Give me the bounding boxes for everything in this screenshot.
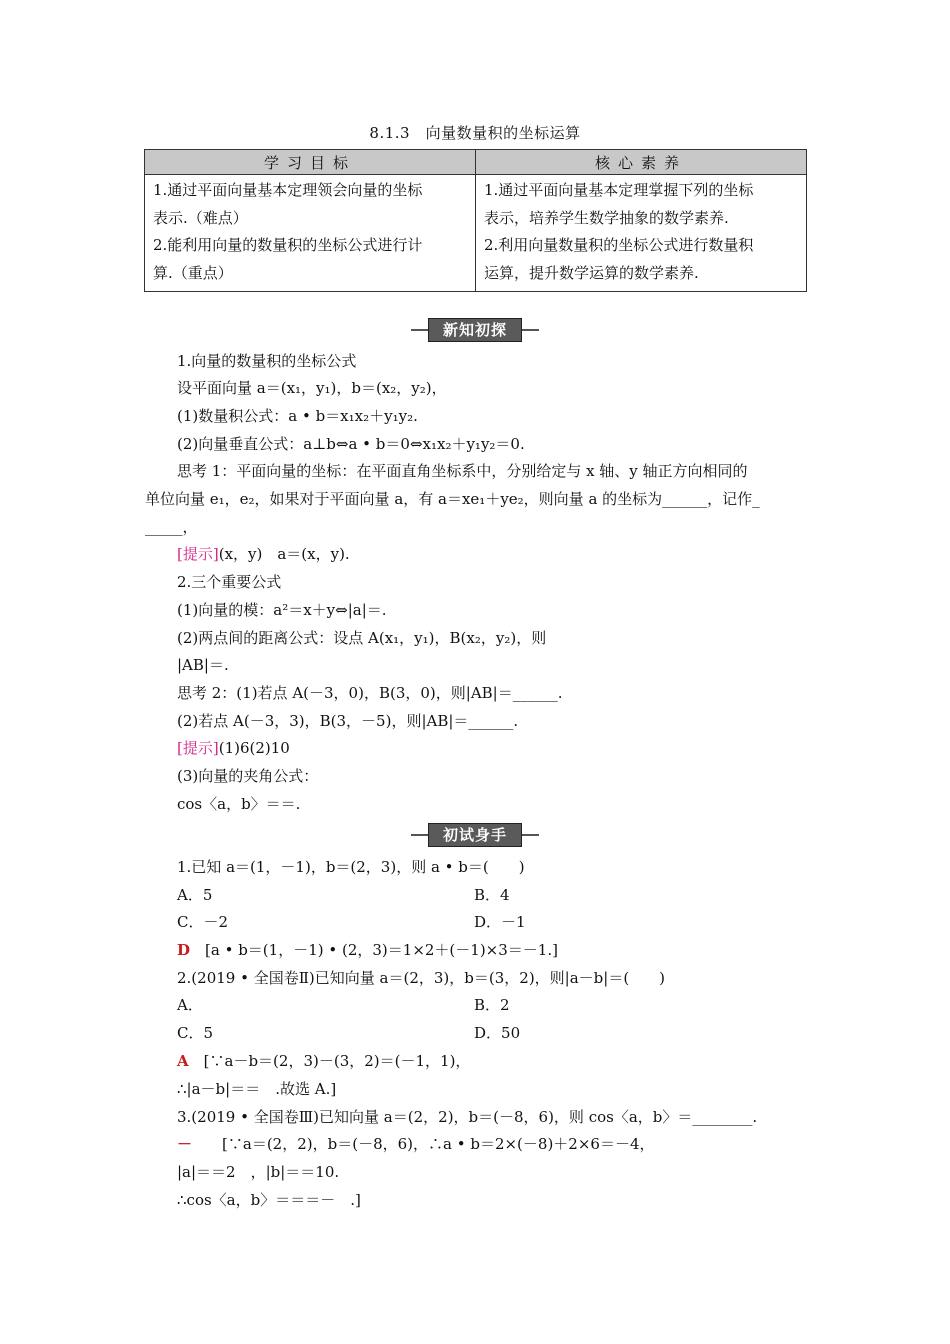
goals-right-line: 表示，培养学生数学抽象的数学素养.	[484, 208, 729, 227]
q2-answer: A	[177, 1052, 189, 1070]
think1-line3: _____，	[145, 518, 198, 536]
goals-left-line: 算.（重点）	[153, 263, 233, 282]
think2-line1: 思考 2：(1)若点 A(－3，0)，B(3，0)，则|AB|＝______.	[177, 684, 563, 702]
q2-option-b: B．2	[474, 996, 510, 1014]
q1-option-a: A．5	[177, 886, 213, 904]
goals-left-line: 表示.（难点）	[153, 208, 248, 227]
formula-angle: cos〈a，b〉＝＝.	[177, 795, 301, 813]
hint1-text: (x，y) a＝(x，y).	[218, 545, 350, 563]
q1-solution-text: [a • b＝(1，－1) • (2，3)＝1×2＋(－1)×3＝－1.]	[205, 941, 558, 959]
banner-label: 新知初探	[428, 318, 522, 342]
hint-label: [提示]	[177, 545, 219, 563]
banner-label: 初试身手	[428, 823, 522, 847]
goals-right-cell	[476, 175, 807, 292]
question-1: 1.已知 a＝(1，－1)，b＝(2，3)，则 a • b＝( )	[177, 858, 525, 876]
goals-right-line: 1.通过平面向量基本定理掌握下列的坐标	[484, 181, 754, 199]
formula-distance: (2)两点间的距离公式：设点 A(x₁，y₁)，B(x₂，y₂)，则	[177, 629, 547, 647]
hint-label: [提示]	[177, 739, 219, 757]
goals-right-line: 2.利用向量数量积的坐标公式进行数量积	[484, 236, 754, 254]
q3-solution	[177, 1133, 655, 1154]
formula-perpendicular: (2)向量垂直公式：a⊥b⇔a • b＝0⇔x₁x₂＋y₁y₂＝0.	[177, 435, 525, 453]
formula-magnitude: (1)向量的模：a²＝x＋y⇔|a|＝.	[177, 601, 387, 619]
q3-solution-line2: |a|＝＝2 ，|b|＝＝10.	[177, 1163, 340, 1181]
goals-table	[144, 149, 807, 292]
goals-header-left: 学习目标	[145, 150, 476, 175]
think1-line1: 思考 1：平面向量的坐标：在平面直角坐标系中，分别给定与 x 轴、y 轴正方向相同的	[177, 462, 748, 480]
setup-text: 设平面向量 a＝(x₁，y₁)，b＝(x₂，y₂)，	[177, 379, 447, 397]
q1-option-b: B．4	[474, 886, 510, 904]
q3-answer: －	[177, 1135, 193, 1153]
q2-solution-line2: ∴|a－b|＝＝ .故选 A.]	[177, 1080, 337, 1098]
heading-three-formulas: 2.三个重要公式	[177, 573, 282, 591]
heading-dot-product-formula: 1.向量的数量积的坐标公式	[177, 352, 357, 370]
q1-solution	[177, 939, 558, 960]
think2-line2: (2)若点 A(－3，3)，B(3，－5)，则|AB|＝______.	[177, 712, 519, 730]
goals-left-cell	[145, 175, 476, 292]
hint2	[177, 737, 290, 758]
q1-option-d: D．－1	[474, 913, 526, 931]
goals-left-line: 1.通过平面向量基本定理领会向量的坐标	[153, 181, 423, 199]
hint1	[177, 543, 350, 564]
goals-header-right: 核心素养	[476, 150, 807, 175]
goals-left-line: 2.能利用向量的数量积的坐标公式进行计	[153, 236, 423, 254]
formula-angle-heading: (3)向量的夹角公式：	[177, 767, 319, 785]
q2-option-d: D．50	[474, 1024, 521, 1042]
q2-option-c: C．5	[177, 1024, 214, 1042]
section-banner-first-try	[411, 823, 539, 847]
q3-solution-line3: ∴cos〈a，b〉＝＝＝－ .]	[177, 1191, 361, 1209]
goals-right-line: 运算，提升数学运算的数学素养.	[484, 263, 699, 282]
page-title: 8.1.3 向量数量积的坐标运算	[369, 124, 581, 142]
q2-solution	[177, 1050, 470, 1071]
formula-dot-product: (1)数量积公式：a • b＝x₁x₂＋y₁y₂.	[177, 407, 418, 425]
section-banner-new-knowledge	[411, 318, 539, 342]
q1-option-c: C．－2	[177, 913, 229, 931]
hint2-text: (1)6(2)10	[218, 739, 290, 757]
q1-answer: D	[177, 941, 191, 959]
formula-distance-result: |AB|＝.	[177, 656, 229, 674]
question-2: 2.(2019 • 全国卷Ⅱ)已知向量 a＝(2，3)，b＝(3，2)，则|a－b|＝( )	[177, 969, 666, 987]
q2-option-a: A．	[177, 996, 203, 1014]
q3-solution-text: [∵a＝(2，2)，b＝(－8，6)，∴a • b＝2×(－8)＋2×6＝－4，	[222, 1135, 655, 1153]
q2-solution-text: [∵a－b＝(2，3)－(3，2)＝(－1，1)，	[203, 1052, 471, 1070]
think1-line2: 单位向量 e₁，e₂，如果对于平面向量 a，有 a＝xe₁＋ye₂，则向量 a 的坐标为______，记作_	[145, 490, 760, 508]
question-3: 3.(2019 • 全国卷Ⅲ)已知向量 a＝(2，2)，b＝(－8，6)，则 cos〈a，b〉＝________.	[177, 1108, 758, 1126]
